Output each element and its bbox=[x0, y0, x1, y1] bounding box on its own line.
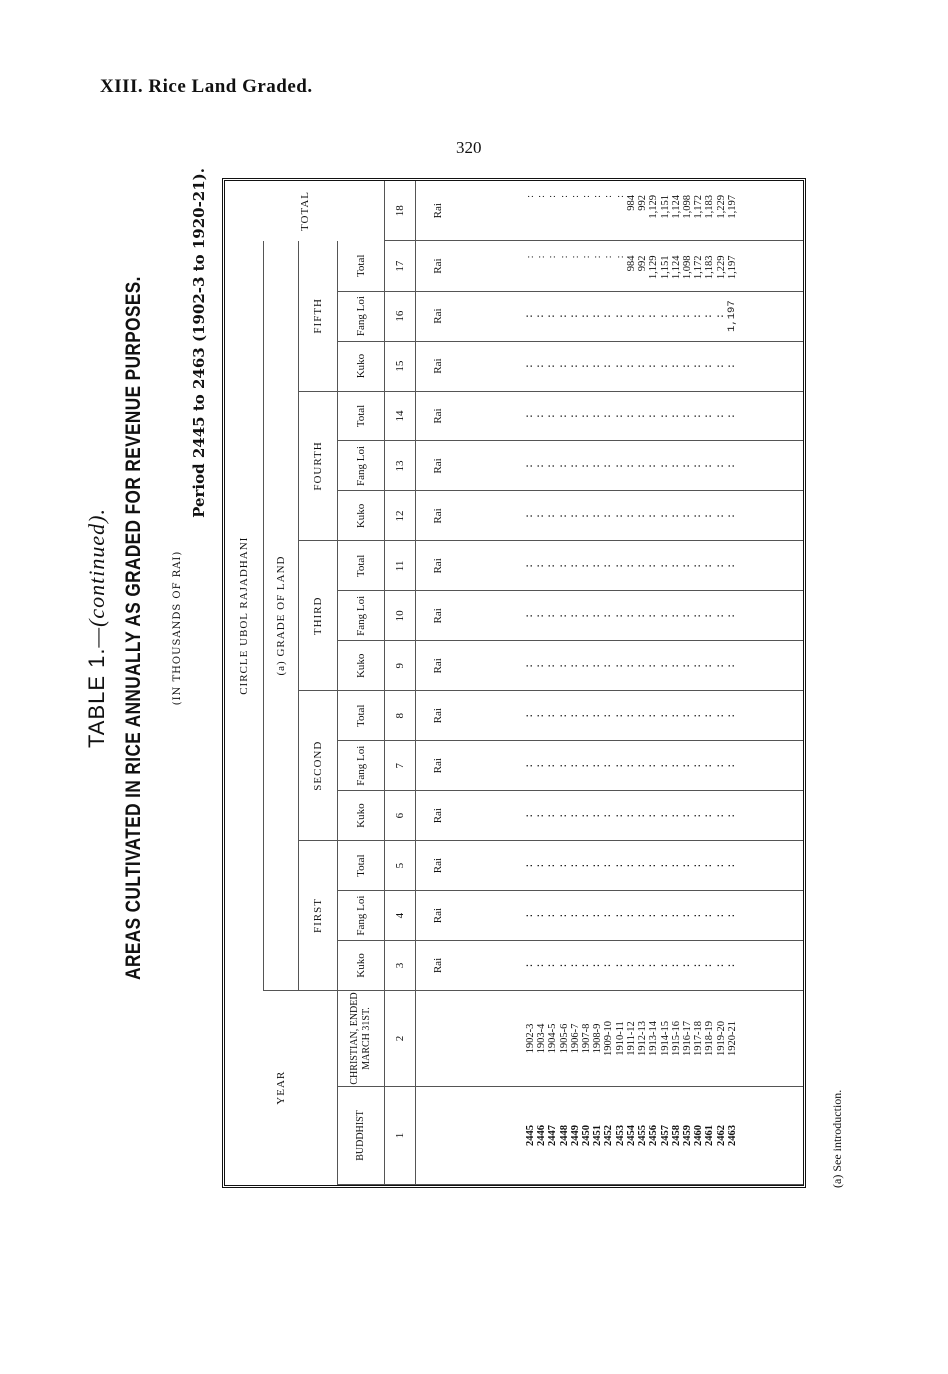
buddhist-year-column: 2445 2446 2447 2448 2449 2450 2451 2452 2453 2454 2455 2456 2457 2458 2459 2460 2461 2462 2463 bbox=[460, 1087, 803, 1185]
data-table bbox=[222, 178, 806, 1188]
sub-kuko: Kuko bbox=[338, 491, 385, 541]
sub-kuko: Kuko bbox=[338, 941, 385, 991]
column-number: 4 bbox=[385, 891, 416, 941]
column-number: 5 bbox=[385, 841, 416, 891]
unit-label: Rai bbox=[416, 181, 461, 241]
christian-header: CHRISTIAN, ENDED MARCH 31ST. bbox=[338, 990, 385, 1086]
column-number: 10 bbox=[385, 591, 416, 641]
column-number: 18 bbox=[385, 181, 416, 241]
table-continued: —(continued). bbox=[84, 508, 109, 648]
unit-label: Rai bbox=[416, 891, 461, 941]
rotated-table-page bbox=[84, 68, 844, 1188]
circle-header: CIRCLE UBOL RAJADHANI bbox=[225, 241, 264, 990]
empty-value-column: : : : : : : : : : : : : : : : : : : : bbox=[460, 791, 803, 841]
unit-label: Rai bbox=[416, 591, 461, 641]
unit-label: Rai bbox=[416, 741, 461, 791]
sub-total: Total bbox=[338, 691, 385, 741]
page-number: 320 bbox=[456, 138, 482, 157]
grade-second: SECOND bbox=[299, 691, 338, 841]
sub-kuko: Kuko bbox=[338, 341, 385, 391]
table-units: (IN THOUSANDS OF RAI) bbox=[172, 550, 183, 706]
table-label: TABLE 1. bbox=[84, 647, 109, 748]
unit-label: Rai bbox=[416, 841, 461, 891]
empty-value-column: : : : : : : : : : : : : : : : : : : : bbox=[460, 491, 803, 541]
total-header: TOTAL bbox=[225, 181, 385, 241]
section-header: XIII. Rice Land Graded. bbox=[100, 76, 313, 97]
grade-fourth: FOURTH bbox=[299, 391, 338, 541]
grade-header: (a) GRADE OF LAND bbox=[264, 241, 299, 990]
column-number: 15 bbox=[385, 341, 416, 391]
grand-total-column: : : : : : : : : : 984 992 1,129 1,151 1,124 1,098 1,172 1,183 1,229 1,197 bbox=[460, 181, 803, 241]
unit-label: Rai bbox=[416, 291, 461, 341]
column-number-row bbox=[385, 181, 416, 1185]
buddhist-header: BUDDHIST bbox=[338, 1087, 385, 1185]
column-number: 2 bbox=[385, 990, 416, 1086]
column-number: 8 bbox=[385, 691, 416, 741]
sub-fang-loi: Fang Loi bbox=[338, 891, 385, 941]
table-main-title: AREAS CULTIVATED IN RICE ANNUALLY AS GRADED FOR REVENUE PURPOSES. bbox=[122, 276, 145, 980]
empty-value-column: : : : : : : : : : : : : : : : : : : : bbox=[460, 591, 803, 641]
unit-label: Rai bbox=[416, 941, 461, 991]
unit-label: Rai bbox=[416, 341, 461, 391]
empty-value-column: : : : : : : : : : : : : : : : : : : : bbox=[460, 391, 803, 441]
unit-label: Rai bbox=[416, 641, 461, 691]
year-header: YEAR bbox=[225, 990, 338, 1184]
fifth-total-column: : : : : : : : : : 984 992 1,129 1,151 1,124 1,098 1,172 1,183 1,229 1,197 bbox=[460, 241, 803, 291]
column-number: 1 bbox=[385, 1087, 416, 1185]
sub-fang-loi: Fang Loi bbox=[338, 441, 385, 491]
unit-label: Rai bbox=[416, 391, 461, 441]
empty-value-column: : : : : : : : : : : : : : : : : : : : bbox=[460, 891, 803, 941]
table-title bbox=[84, 68, 110, 1188]
empty-value-column: : : : : : : : : : : : : : : : : : : : bbox=[460, 341, 803, 391]
sub-kuko: Kuko bbox=[338, 791, 385, 841]
table-period: Period 2445 to 2463 (1902-3 to 1920-21). bbox=[190, 168, 208, 518]
empty-value-column: : : : : : : : : : : : : : : : : : : : bbox=[460, 691, 803, 741]
column-number: 13 bbox=[385, 441, 416, 491]
unit-label: Rai bbox=[416, 241, 461, 291]
grade-first: FIRST bbox=[299, 841, 338, 991]
footnote: (a) See introduction. bbox=[830, 1089, 844, 1188]
grade-third: THIRD bbox=[299, 541, 338, 691]
unit-label: Rai bbox=[416, 441, 461, 491]
unit-label bbox=[416, 990, 461, 1086]
column-number: 7 bbox=[385, 741, 416, 791]
column-number: 9 bbox=[385, 641, 416, 691]
sub-total: Total bbox=[338, 391, 385, 441]
column-number: 11 bbox=[385, 541, 416, 591]
empty-value-column: : : : : : : : : : : : : : : : : : : : bbox=[460, 741, 803, 791]
data-row bbox=[460, 181, 803, 1185]
grade-fifth: FIFTH bbox=[299, 241, 338, 391]
column-number: 16 bbox=[385, 291, 416, 341]
sub-kuko: Kuko bbox=[338, 641, 385, 691]
sub-total: Total bbox=[338, 241, 385, 291]
column-number: 6 bbox=[385, 791, 416, 841]
empty-value-column: : : : : : : : : : : : : : : : : : : : bbox=[460, 641, 803, 691]
sub-total: Total bbox=[338, 841, 385, 891]
sub-fang-loi: Fang Loi bbox=[338, 741, 385, 791]
column-number: 3 bbox=[385, 941, 416, 991]
unit-label: Rai bbox=[416, 791, 461, 841]
unit-label: Rai bbox=[416, 491, 461, 541]
sub-total: Total bbox=[338, 541, 385, 591]
column-number: 14 bbox=[385, 391, 416, 441]
sub-fang-loi: Fang Loi bbox=[338, 291, 385, 341]
fifth-fang-loi-column: : : : : : : : : : : : : : : : : : : 1,197 bbox=[460, 291, 803, 341]
unit-label: Rai bbox=[416, 691, 461, 741]
unit-label bbox=[416, 1087, 461, 1185]
empty-value-column: : : : : : : : : : : : : : : : : : : : bbox=[460, 841, 803, 891]
empty-value-column: : : : : : : : : : : : : : : : : : : : bbox=[460, 541, 803, 591]
empty-value-column: : : : : : : : : : : : : : : : : : : : bbox=[460, 441, 803, 491]
unit-label: Rai bbox=[416, 541, 461, 591]
christian-year-column: 1902-3 1903-4 1904-5 1905-6 1906-7 1907-8 1908-9 1909-10 1910-11 1911-12 1912-13 1913-14 1914-15 1915-16 1916-17 1917-18 1918-19 1919-20 1920-21 bbox=[460, 990, 803, 1086]
column-number: 12 bbox=[385, 491, 416, 541]
unit-row bbox=[416, 181, 461, 1185]
column-number: 17 bbox=[385, 241, 416, 291]
sub-fang-loi: Fang Loi bbox=[338, 591, 385, 641]
empty-value-column: : : : : : : : : : : : : : : : : : : : bbox=[460, 941, 803, 991]
